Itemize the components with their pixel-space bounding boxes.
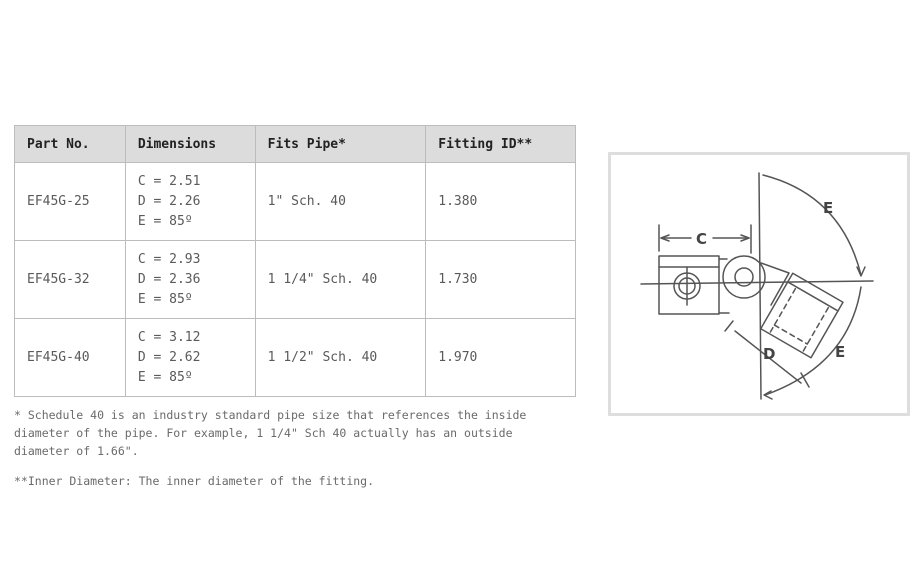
header-fits-pipe: Fits Pipe* bbox=[255, 126, 426, 163]
dimension-e: E = 85º bbox=[137, 213, 193, 229]
part-no-cell: EF45G-32 bbox=[15, 241, 126, 319]
table-row bbox=[15, 241, 576, 319]
angle-reference-line bbox=[759, 173, 761, 399]
dimension-c: C = 2.93 bbox=[137, 251, 201, 267]
label-e-top: E bbox=[823, 199, 834, 217]
fitting-id-cell: 1.730 bbox=[426, 241, 576, 319]
e-arrow-top bbox=[857, 267, 865, 276]
left-socket bbox=[659, 256, 719, 314]
dimension-d: D = 2.62 bbox=[137, 349, 201, 365]
header-fitting-id: Fitting ID** bbox=[426, 126, 576, 163]
label-d: D bbox=[763, 345, 776, 363]
header-dimensions: Dimensions bbox=[125, 126, 255, 163]
schedule-40-footnote: * Schedule 40 is an industry standard pipe size that references the inside diameter of the pipe. For example, 1 1/4" Sch 40 actually has an outside diameter of 1.66". bbox=[14, 408, 527, 458]
part-no-cell: EF45G-25 bbox=[15, 163, 126, 241]
label-c: C bbox=[696, 230, 708, 248]
fits-pipe-cell: 1 1/4" Sch. 40 bbox=[255, 241, 426, 319]
dimension-d: D = 2.36 bbox=[137, 271, 201, 287]
table-row bbox=[15, 163, 576, 241]
dimension-c: C = 3.12 bbox=[137, 329, 201, 345]
fitting-id-cell: 1.380 bbox=[426, 163, 576, 241]
fitting-id-cell: 1.970 bbox=[426, 319, 576, 397]
e-arc-top bbox=[763, 175, 861, 275]
d-extension-top bbox=[725, 321, 733, 331]
part-no-cell: EF45G-40 bbox=[15, 319, 126, 397]
dimension-c: C = 2.51 bbox=[137, 173, 201, 189]
dimensions-cell bbox=[125, 241, 255, 319]
dimensions-cell bbox=[125, 163, 255, 241]
swivel-knuckle bbox=[723, 256, 765, 298]
specifications-table bbox=[14, 125, 576, 397]
table-header-row bbox=[15, 126, 576, 163]
table-row bbox=[15, 319, 576, 397]
e-arc-bottom bbox=[765, 287, 861, 395]
fitting-diagram-drawing bbox=[611, 155, 907, 413]
center-line bbox=[641, 281, 873, 284]
knuckle-joint bbox=[719, 259, 729, 313]
fitting-diagram bbox=[608, 152, 910, 416]
angled-arm bbox=[761, 263, 789, 305]
inner-diameter-footnote: **Inner Diameter: The inner diameter of the fitting. bbox=[14, 474, 375, 488]
dimension-e: E = 85º bbox=[137, 369, 193, 385]
dimension-e: E = 85º bbox=[137, 291, 193, 307]
header-part-no: Part No. bbox=[15, 126, 126, 163]
fits-pipe-cell: 1" Sch. 40 bbox=[255, 163, 426, 241]
dimensions-cell bbox=[125, 319, 255, 397]
label-e-bottom: E bbox=[835, 343, 846, 361]
dimension-d: D = 2.26 bbox=[137, 193, 201, 209]
fits-pipe-cell: 1 1/2" Sch. 40 bbox=[255, 319, 426, 397]
